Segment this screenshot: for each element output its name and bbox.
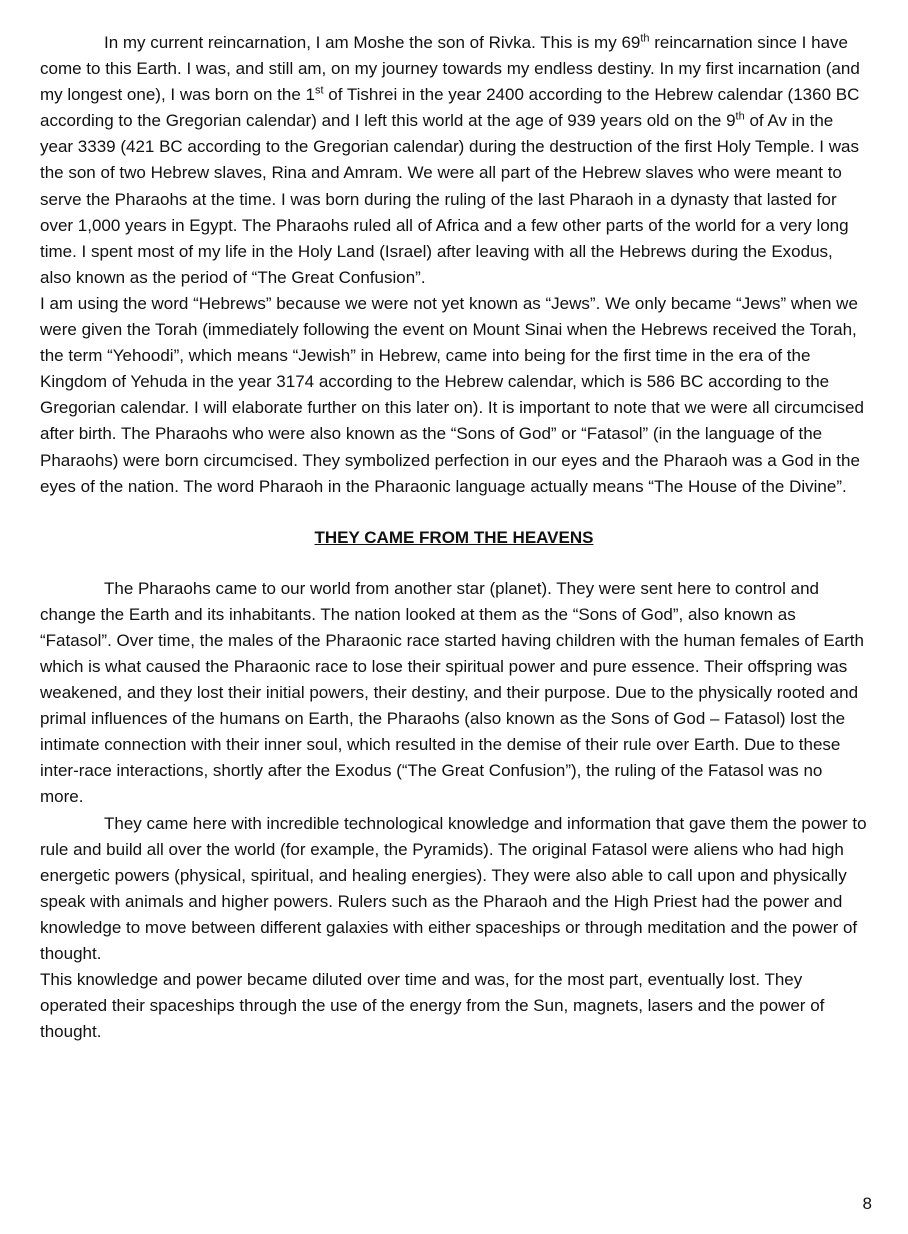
ordinal-suffix: th — [735, 110, 745, 123]
ordinal-suffix: th — [640, 32, 650, 45]
paragraph-another-star: The Pharaohs came to our world from another star (planet). They were sent here to control and change the Earth and its inhabitants. The nation looked at them as the “Sons of God”, also known as “Fatasol”. Over time, the males of the Pharaonic race started having children with the human females of Earth which is what caused the Pharaonic race to lose their spiritual power and pure essence. Their offspring was weakened, and they lost their initial powers, their destiny, and their purpose. Due to the physically rooted and primal influences of the humans on Earth, the Pharaohs (also known as the Sons of God – Fatasol) lost the intimate connection with their inner soul, which resulted in the demise of their rule over Earth. Due to these inter-race interactions, shortly after the Exodus (“The Great Confusion”), the ruling of the Fatasol was no more. — [40, 578, 864, 807]
intro-text-part-1: In my current reincarnation, I am Moshe the son of Rivka. This is my 69 — [104, 33, 641, 52]
paragraph-technology: They came here with incredible technological knowledge and information that gave them the power to rule and build all over the world (for example, the Pyramids). The original Fatasol were aliens who had high energetic powers (physical, spiritual, and healing energies). They were also able to call upon and physically speak with animals and higher powers. Rulers such as the Pharaoh and the High Priest had the power and knowledge to move between different galaxies with either spaceships or through meditation and the power of thought. — [40, 813, 867, 963]
paragraph-intro — [40, 30, 868, 291]
intro-text-part-4: of Av in the year 3339 (421 BC according to the Gregorian calendar) during the destruction of the first Holy Temple. I was the son of two Hebrew slaves, Rina and Amram. We were all part of the Hebrew slaves who were meant to serve the Pharaohs at the time. I was born during the ruling of the last Pharaoh in a dynasty that lasted for over 1,000 years in Egypt. The Pharaohs ruled all of Africa and a few other parts of the world for a very long time. I spent most of my life in the Holy Land (Israel) after leaving with all the Hebrews during the Exodus, also known as the period of “The Great Confusion”. — [40, 111, 859, 287]
ordinal-suffix: st — [315, 84, 324, 97]
page-number: 8 — [862, 1194, 872, 1213]
document-page — [40, 30, 868, 1045]
paragraph-knowledge: This knowledge and power became diluted over time and was, for the most part, eventually lost. They operated their spaceships through the use of the energy from the Sun, magnets, lasers and the power of thought. — [40, 970, 825, 1042]
intro-text-part-3: of Tishrei in the year 2400 according to the Hebrew calendar (1360 BC according to the Gregorian calendar) and I left this world at the age of 939 years old on the 9 — [40, 85, 860, 131]
section-heading: THEY CAME FROM THE HEAVENS — [314, 527, 594, 547]
paragraph-hebrews: I am using the word “Hebrews” because we were not yet known as “Jews”. We only became “Jews” when we were given the Torah (immediately following the event on Mount Sinai when the Hebrews received the Torah, the term “Yehoodi”, which means “Jewish” in Hebrew, came into being for the first time in the era of the Kingdom of Yehuda in the year 3174 according to the Hebrew calendar, which is 586 BC according to the Gregorian calendar. I will elaborate further on this later on). It is important to note that we were all circumcised after birth. The Pharaohs who were also known as the “Sons of God” or “Fatasol” (in the language of the Pharaohs) were born circumcised. They symbolized perfection in our eyes and the Pharaoh was a God in the eyes of the nation. The word Pharaoh in the Pharaonic language actually means “The House of the Divine”. — [40, 293, 864, 496]
intro-text-part-2: reincarnation since I have come to this Earth. I was, and still am, on my journey towards my endless destiny. In my first incarnation (and my longest one), I was born on the 1 — [40, 33, 860, 105]
